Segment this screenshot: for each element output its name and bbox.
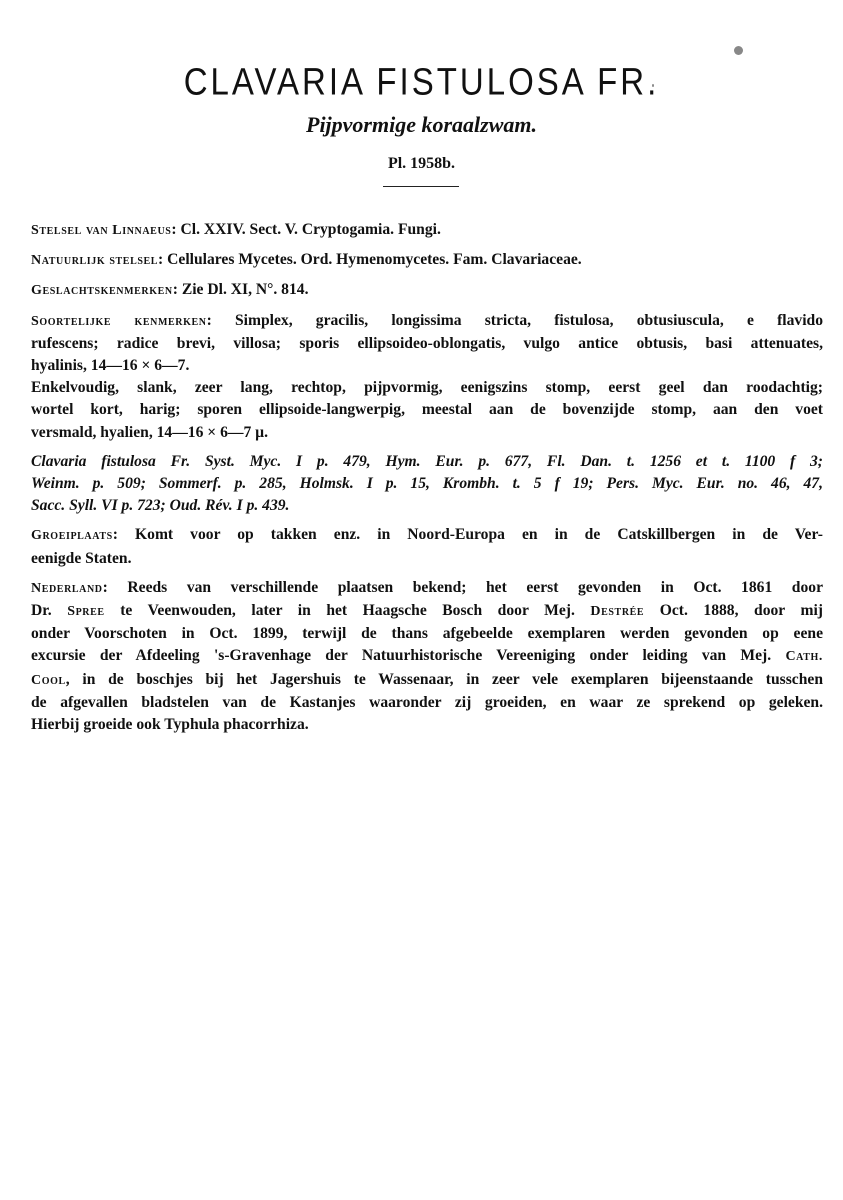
document-body — [31, 219, 823, 743]
section-label: Soortelijke kenmerken — [31, 313, 207, 329]
section-text: Cl. XXIV. Sect. V. Cryptogamia. Fungi. — [180, 221, 441, 238]
section-label: Natuurlijk stelsel — [31, 253, 159, 269]
plate-number: Pl. 1958b. — [387, 155, 456, 172]
person-name: Cath. — [785, 649, 823, 665]
divider — [383, 186, 459, 187]
section-soort — [31, 310, 823, 378]
section-label: Stelsel van Linnaeus — [31, 223, 172, 238]
paper-speck — [734, 46, 743, 55]
text-fragment: excursie der Afdeeling 's-Gravenhage der Natuurhistorische Vereeniging onder leiding van Mej. — [31, 647, 772, 665]
text-line: hyalinis, 14—16 × 6—7. — [31, 357, 190, 375]
section-linnaeus: Stelsel van Linnaeus: Cl. XXIV. Sect. V. Cryptogamia. Fungi. — [31, 221, 441, 238]
text-line: Simplex, gracilis, longissima stricta, fistulosa, obtusiuscula, e flavido — [234, 311, 823, 329]
text-line: eenigde Staten. — [31, 549, 132, 567]
text-fragment: Dr. — [31, 602, 52, 620]
section-geslacht: Geslachtskenmerken: Zie Dl. XI, N°. 814. — [31, 281, 309, 299]
section-text: Cellulares Mycetes. Ord. Hymenomycetes. Fam. Clavariaceae. — [167, 251, 582, 269]
text-line — [31, 600, 823, 623]
text-line — [31, 669, 823, 692]
page-title: CLAVARIA FISTULOSA FR. — [183, 60, 660, 103]
section-label: Groeiplaats — [31, 528, 113, 544]
text-line: Soortelijke kenmerken: Simplex, gracilis, longissima stricta, fistulosa, obtusiuscula, e flavido — [31, 311, 823, 329]
text-line — [31, 645, 823, 668]
person-name: Spree — [67, 604, 105, 620]
person-name: Cool — [31, 672, 66, 688]
text-line: Komt voor op takken enz. in Noord-Europa en in de Catskillbergen in de Ver- — [135, 526, 823, 544]
text-fragment: te Veenwouden, later in het Haagsche Bosch door Mej. — [120, 602, 575, 620]
page-subtitle: Pijpvormige koraalzwam. — [306, 112, 537, 137]
section-natuurlijk: Natuurlijk stelsel: Cellulares Mycetes. Ord. Hymenomycetes. Fam. Clavariaceae. — [31, 251, 582, 269]
section-references — [31, 451, 823, 518]
text-line: wortel kort, harig; sporen ellipsoide-langwerpig, meestal aan de bovenzijde stomp, aan den voet — [31, 401, 823, 419]
text-line: Reeds van verschillende plaatsen bekend; het eerst gevonden in Oct. 1861 door — [127, 578, 823, 596]
text-line: Hierbij groeide ook Typhula phacorrhiza. — [31, 716, 309, 734]
text-line: rufescens; radice brevi, villosa; sporis ellipsoideo-oblongatis, vulgo antice obtusis, basi attenuates, — [31, 334, 823, 352]
section-nederland — [31, 577, 823, 736]
text-line: Sacc. Syll. VI p. 723; Oud. Rév. I p. 439. — [31, 497, 290, 515]
text-fragment: Oct. 1888, door mij — [659, 602, 823, 620]
section-text: Zie Dl. XI, N°. 814. — [181, 281, 309, 299]
section-label: Nederland — [31, 580, 103, 596]
text-line: Weinm. p. 509; Sommerf. p. 285, Holmsk. I p. 15, Krombh. t. 5 f 19; Pers. Myc. Eur. no. 46, 47, — [31, 475, 823, 493]
text-line: Nederland: Reeds van verschillende plaatsen bekend; het eerst gevonden in Oct. 1861 door — [31, 578, 823, 596]
section-label: Geslachtskenmerken — [31, 283, 173, 299]
text-line: Enkelvoudig, slank, zeer lang, rechtop, pijpvormig, eenigszins stomp, eerst geel dan roodachtig; — [31, 379, 823, 397]
section-dutch-description — [31, 377, 823, 444]
text-line: Clavaria fistulosa Fr. Syst. Myc. I p. 479, Hym. Eur. p. 677, Fl. Dan. t. 1256 et t. 1100 f 3; — [31, 452, 823, 470]
text-line: Groeiplaats: Komt voor op takken enz. in Noord-Europa en in de Catskillbergen in de Ver- — [31, 526, 823, 544]
text-line: de afgevallen bladstelen van de Kastanjes waaronder zij groeiden, en waar ze sprekend op geleken. — [31, 693, 823, 711]
text-fragment: , in de boschjes bij het Jagershuis te Wassenaar, in zeer vele exemplaren bijeenstaande tusschen — [65, 670, 823, 688]
section-groeiplaats — [31, 524, 823, 569]
text-line: onder Voorschoten in Oct. 1899, terwijl de thans afgebeelde exemplaren werden gevonden op eene — [31, 625, 823, 643]
text-line: versmald, hyalien, 14—16 × 6—7 µ. — [31, 423, 269, 441]
person-name: Destrée — [590, 604, 645, 620]
